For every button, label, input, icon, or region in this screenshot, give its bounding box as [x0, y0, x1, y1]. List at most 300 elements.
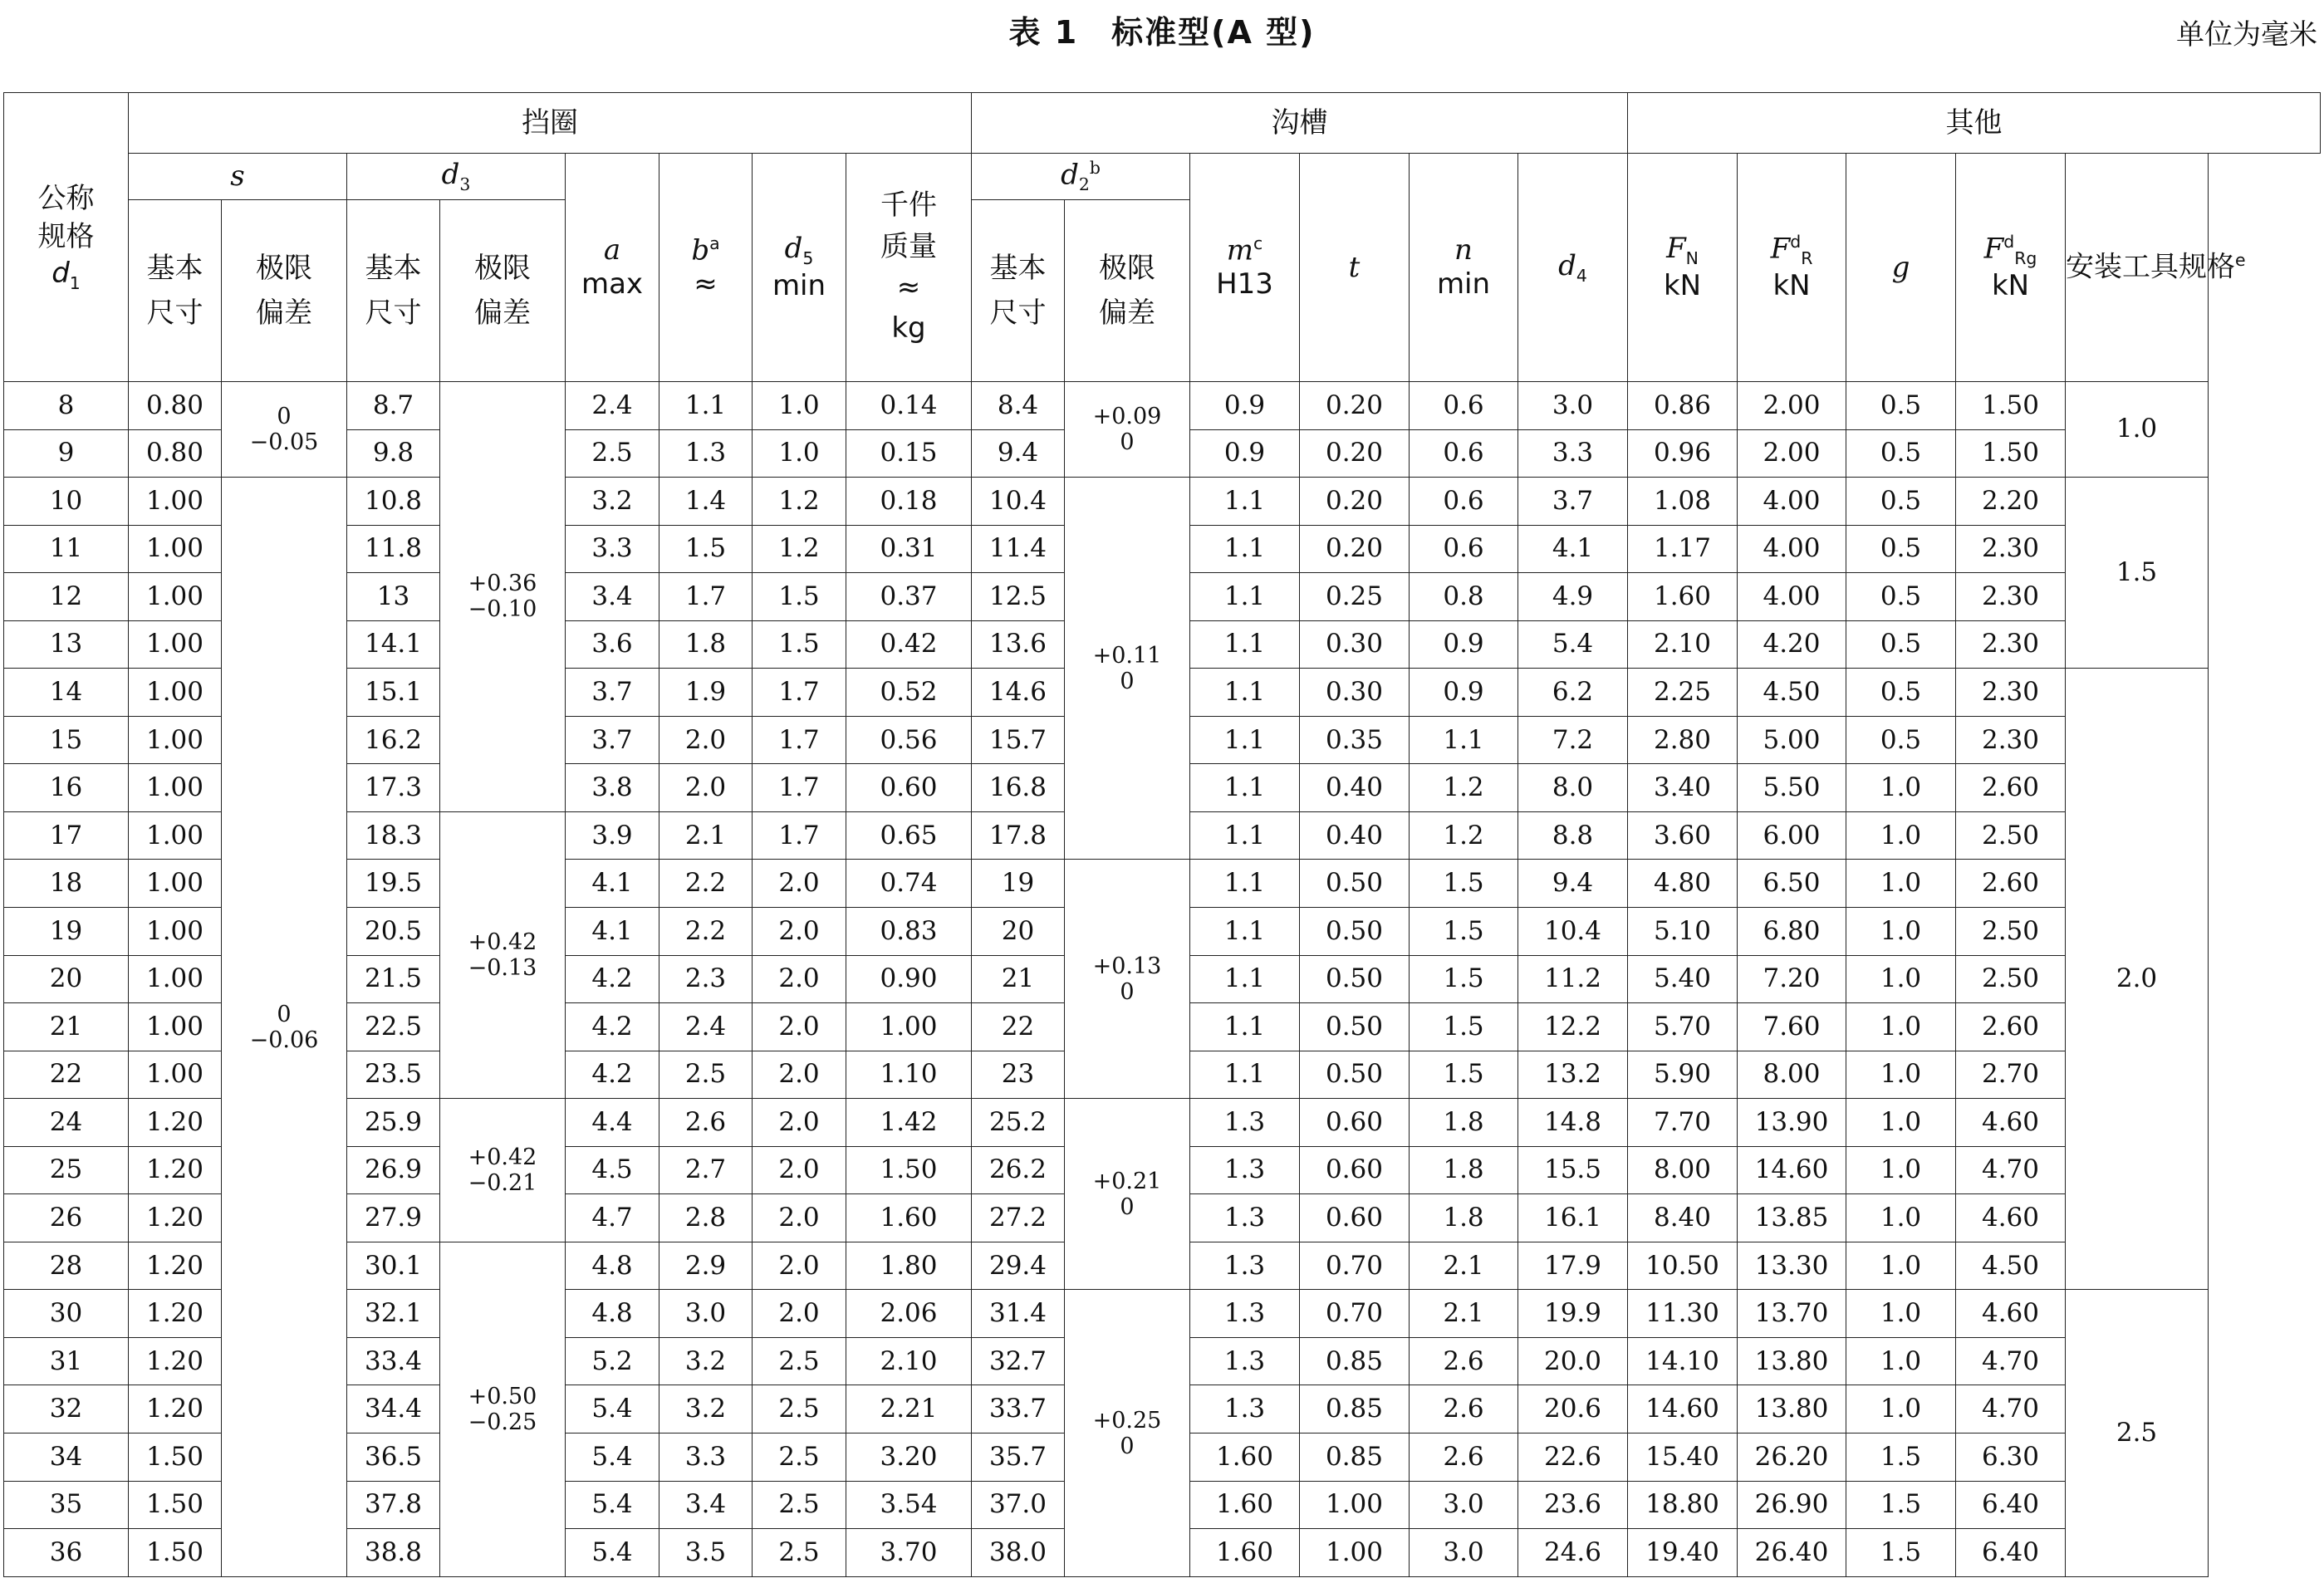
cell-fr: 5.50 [1738, 764, 1846, 812]
cell-d4: 12.2 [1518, 1003, 1628, 1051]
cell-mass: 0.15 [846, 429, 972, 478]
cell-a: 4.1 [566, 860, 659, 908]
cell-frg: 4.60 [1956, 1099, 2066, 1147]
cell-d5: 1.2 [753, 525, 846, 573]
cell-frg: 2.30 [1956, 525, 2066, 573]
cell-a: 4.5 [566, 1146, 659, 1194]
cell-g: 1.0 [1846, 1337, 1956, 1385]
cell-fr: 13.85 [1738, 1194, 1846, 1242]
cell-nominal: 32 [4, 1385, 129, 1434]
header-fn-sub: N [1685, 248, 1699, 269]
cell-b: 3.4 [659, 1481, 753, 1529]
cell-b: 2.4 [659, 1003, 753, 1051]
cell-frg: 6.40 [1956, 1481, 2066, 1529]
cell-a: 5.4 [566, 1434, 659, 1482]
cell-a: 4.2 [566, 1003, 659, 1051]
cell-fr: 26.20 [1738, 1434, 1846, 1482]
cell-s-basic: 1.00 [129, 478, 222, 526]
cell-d4: 5.4 [1518, 620, 1628, 669]
cell-nominal: 35 [4, 1481, 129, 1529]
cell-d5: 1.0 [753, 429, 846, 478]
header-d2 [972, 154, 1190, 200]
cell-mass: 0.14 [846, 382, 972, 430]
header-d2-basic-label: 基本尺寸 [989, 251, 1047, 330]
cell-s-basic: 1.00 [129, 1003, 222, 1051]
cell-s-basic: 0.80 [129, 429, 222, 478]
cell-g: 1.0 [1846, 860, 1956, 908]
cell-t: 0.85 [1300, 1434, 1410, 1482]
cell-t: 0.50 [1300, 1003, 1410, 1051]
cell-d4: 16.1 [1518, 1194, 1628, 1242]
cell-s-basic: 1.00 [129, 764, 222, 812]
cell-b: 1.3 [659, 429, 753, 478]
cell-mass: 0.56 [846, 716, 972, 764]
cell-m: 1.60 [1190, 1481, 1300, 1529]
cell-a: 5.4 [566, 1529, 659, 1577]
cell-b: 2.8 [659, 1194, 753, 1242]
cell-fr: 4.50 [1738, 669, 1846, 717]
cell-t: 0.60 [1300, 1194, 1410, 1242]
cell-s-basic: 1.00 [129, 955, 222, 1003]
cell-fn: 0.96 [1628, 429, 1738, 478]
header-m-note: c [1253, 233, 1263, 254]
header-fr-unit: kN [1772, 268, 1811, 302]
cell-fn: 19.40 [1628, 1529, 1738, 1577]
header-b-sym: b [691, 233, 710, 267]
cell-n: 0.6 [1410, 525, 1518, 573]
cell-d3-basic: 21.5 [347, 955, 440, 1003]
cell-nominal: 24 [4, 1099, 129, 1147]
header-mass [846, 154, 972, 382]
cell-d3-limit: +0.36 −0.10 [440, 382, 566, 812]
cell-d2-basic: 21 [972, 955, 1065, 1003]
cell-s-basic: 1.00 [129, 908, 222, 956]
header-frg-sym: F [1983, 232, 2004, 266]
cell-a: 4.2 [566, 1051, 659, 1099]
cell-frg: 2.60 [1956, 764, 2066, 812]
cell-nominal: 25 [4, 1146, 129, 1194]
cell-t: 0.50 [1300, 1051, 1410, 1099]
cell-fr: 14.60 [1738, 1146, 1846, 1194]
cell-d3-basic: 34.4 [347, 1385, 440, 1434]
cell-n: 1.2 [1410, 764, 1518, 812]
cell-t: 0.70 [1300, 1290, 1410, 1338]
cell-t: 0.25 [1300, 573, 1410, 621]
cell-fn: 5.70 [1628, 1003, 1738, 1051]
table-row [4, 1290, 2321, 1338]
cell-g: 1.0 [1846, 1385, 1956, 1434]
cell-fr: 6.00 [1738, 811, 1846, 860]
cell-a: 3.3 [566, 525, 659, 573]
cell-d2-basic: 27.2 [972, 1194, 1065, 1242]
cell-n: 1.2 [1410, 811, 1518, 860]
cell-mass: 0.42 [846, 620, 972, 669]
cell-d5: 2.0 [753, 1146, 846, 1194]
cell-b: 1.1 [659, 382, 753, 430]
cell-g: 0.5 [1846, 573, 1956, 621]
cell-b: 2.2 [659, 860, 753, 908]
cell-tool-spec: 2.5 [2066, 1290, 2209, 1577]
cell-mass: 0.65 [846, 811, 972, 860]
header-d2-sub: 2 [1078, 174, 1090, 195]
cell-d2-basic: 10.4 [972, 478, 1065, 526]
cell-n: 0.6 [1410, 478, 1518, 526]
cell-nominal: 11 [4, 525, 129, 573]
cell-d4: 15.5 [1518, 1146, 1628, 1194]
cell-tool-spec: 2.0 [2066, 669, 2209, 1290]
cell-mass: 1.60 [846, 1194, 972, 1242]
header-n-unit: min [1436, 267, 1491, 301]
cell-d5: 1.7 [753, 811, 846, 860]
cell-fn: 1.60 [1628, 573, 1738, 621]
cell-t: 0.30 [1300, 669, 1410, 717]
cell-n: 1.5 [1410, 1003, 1518, 1051]
cell-d4: 22.6 [1518, 1434, 1628, 1482]
cell-fr: 5.00 [1738, 716, 1846, 764]
cell-nominal: 9 [4, 429, 129, 478]
cell-t: 0.40 [1300, 764, 1410, 812]
header-fr-sym: F [1770, 232, 1791, 266]
cell-g: 1.0 [1846, 811, 1956, 860]
cell-d5: 2.0 [753, 1242, 846, 1290]
header-nominal-sub: 1 [69, 273, 81, 294]
cell-nominal: 18 [4, 860, 129, 908]
cell-m: 1.1 [1190, 811, 1300, 860]
cell-g: 0.5 [1846, 429, 1956, 478]
cell-m: 1.3 [1190, 1290, 1300, 1338]
cell-mass: 2.21 [846, 1385, 972, 1434]
cell-fr: 6.80 [1738, 908, 1846, 956]
header-d3-sym: d [441, 158, 460, 192]
cell-a: 4.1 [566, 908, 659, 956]
cell-frg: 2.60 [1956, 1003, 2066, 1051]
header-d5-sub: 5 [802, 248, 814, 269]
cell-frg: 4.70 [1956, 1385, 2066, 1434]
cell-s-limit: 0 −0.05 [222, 382, 347, 478]
cell-t: 0.60 [1300, 1146, 1410, 1194]
cell-b: 1.8 [659, 620, 753, 669]
cell-fr: 7.60 [1738, 1003, 1846, 1051]
cell-d2-limit: +0.25 0 [1065, 1290, 1190, 1577]
unit-note: 单位为毫米 [2176, 18, 2317, 51]
cell-d3-basic: 26.9 [347, 1146, 440, 1194]
cell-s-basic: 1.20 [129, 1337, 222, 1385]
cell-fn: 1.08 [1628, 478, 1738, 526]
table-row [4, 860, 2321, 908]
header-frg-sub: Rg [2014, 248, 2037, 269]
cell-d5: 2.0 [753, 1051, 846, 1099]
cell-s-basic: 1.50 [129, 1529, 222, 1577]
cell-s-limit: 0 −0.06 [222, 478, 347, 1577]
cell-d4: 3.0 [1518, 382, 1628, 430]
cell-fn: 11.30 [1628, 1290, 1738, 1338]
cell-m: 0.9 [1190, 429, 1300, 478]
cell-d4: 11.2 [1518, 955, 1628, 1003]
cell-d4: 8.0 [1518, 764, 1628, 812]
cell-frg: 2.50 [1956, 908, 2066, 956]
cell-d5: 1.2 [753, 478, 846, 526]
cell-d4: 8.8 [1518, 811, 1628, 860]
cell-d5: 2.5 [753, 1529, 846, 1577]
cell-frg: 2.70 [1956, 1051, 2066, 1099]
cell-d4: 14.8 [1518, 1099, 1628, 1147]
cell-fr: 26.40 [1738, 1529, 1846, 1577]
header-tool-label: 安装工具规格 [2066, 250, 2235, 284]
cell-nominal: 28 [4, 1242, 129, 1290]
cell-fn: 3.60 [1628, 811, 1738, 860]
cell-t: 1.00 [1300, 1481, 1410, 1529]
table-body [4, 382, 2321, 1577]
cell-fn: 15.40 [1628, 1434, 1738, 1482]
header-d5-unit: min [772, 268, 826, 302]
cell-m: 1.1 [1190, 764, 1300, 812]
cell-fr: 7.20 [1738, 955, 1846, 1003]
header-d3-limit [440, 200, 566, 382]
cell-d2-basic: 25.2 [972, 1099, 1065, 1147]
header-d5 [753, 154, 846, 382]
cell-t: 0.20 [1300, 525, 1410, 573]
cell-g: 1.0 [1846, 908, 1956, 956]
cell-d3-basic: 14.1 [347, 620, 440, 669]
cell-s-basic: 1.00 [129, 811, 222, 860]
header-m [1190, 154, 1300, 382]
cell-mass: 3.70 [846, 1529, 972, 1577]
cell-frg: 2.30 [1956, 669, 2066, 717]
cell-n: 0.9 [1410, 669, 1518, 717]
cell-d3-basic: 9.8 [347, 429, 440, 478]
cell-fr: 13.70 [1738, 1290, 1846, 1338]
cell-m: 1.60 [1190, 1434, 1300, 1482]
cell-s-basic: 1.20 [129, 1099, 222, 1147]
header-a-sym: a [603, 233, 621, 267]
header-fr-note: d [1790, 232, 1802, 252]
cell-d2-basic: 17.8 [972, 811, 1065, 860]
cell-b: 2.9 [659, 1242, 753, 1290]
header-d4-sub: 4 [1576, 265, 1587, 286]
table-row [4, 1099, 2321, 1147]
cell-d4: 23.6 [1518, 1481, 1628, 1529]
cell-nominal: 10 [4, 478, 129, 526]
cell-a: 3.8 [566, 764, 659, 812]
cell-n: 3.0 [1410, 1529, 1518, 1577]
cell-m: 1.3 [1190, 1099, 1300, 1147]
cell-d2-basic: 13.6 [972, 620, 1065, 669]
cell-s-basic: 1.00 [129, 860, 222, 908]
cell-d2-limit: +0.13 0 [1065, 860, 1190, 1099]
cell-b: 2.7 [659, 1146, 753, 1194]
cell-fn: 3.40 [1628, 764, 1738, 812]
header-fn-unit: kN [1663, 268, 1702, 302]
cell-nominal: 31 [4, 1337, 129, 1385]
cell-fn: 0.86 [1628, 382, 1738, 430]
cell-a: 3.6 [566, 620, 659, 669]
cell-d4: 4.9 [1518, 573, 1628, 621]
cell-d4: 13.2 [1518, 1051, 1628, 1099]
cell-b: 3.5 [659, 1529, 753, 1577]
cell-d5: 2.0 [753, 1099, 846, 1147]
cell-frg: 4.70 [1956, 1146, 2066, 1194]
cell-d2-basic: 19 [972, 860, 1065, 908]
cell-d5: 2.0 [753, 1290, 846, 1338]
header-d2-limit [1065, 200, 1190, 382]
cell-d5: 2.0 [753, 1194, 846, 1242]
cell-fn: 10.50 [1628, 1242, 1738, 1290]
cell-d4: 6.2 [1518, 669, 1628, 717]
cell-frg: 6.30 [1956, 1434, 2066, 1482]
header-a-unit: max [581, 267, 644, 301]
cell-nominal: 21 [4, 1003, 129, 1051]
cell-d3-basic: 20.5 [347, 908, 440, 956]
cell-s-basic: 1.00 [129, 573, 222, 621]
cell-a: 5.4 [566, 1481, 659, 1529]
cell-s-basic: 1.00 [129, 620, 222, 669]
cell-fn: 2.10 [1628, 620, 1738, 669]
cell-d3-basic: 38.8 [347, 1529, 440, 1577]
table-title: 表 1 标准型(A 型) [1008, 14, 1316, 51]
cell-d2-basic: 15.7 [972, 716, 1065, 764]
cell-a: 4.2 [566, 955, 659, 1003]
cell-n: 1.8 [1410, 1099, 1518, 1147]
cell-d4: 24.6 [1518, 1529, 1628, 1577]
cell-fn: 2.25 [1628, 669, 1738, 717]
cell-mass: 0.74 [846, 860, 972, 908]
cell-mass: 1.50 [846, 1146, 972, 1194]
cell-m: 1.3 [1190, 1146, 1300, 1194]
cell-frg: 4.60 [1956, 1194, 2066, 1242]
cell-mass: 1.00 [846, 1003, 972, 1051]
header-s-limit-label: 极限偏差 [256, 251, 312, 330]
cell-nominal: 30 [4, 1290, 129, 1338]
cell-d2-basic: 26.2 [972, 1146, 1065, 1194]
cell-mass: 1.80 [846, 1242, 972, 1290]
cell-d2-basic: 32.7 [972, 1337, 1065, 1385]
cell-frg: 1.50 [1956, 429, 2066, 478]
cell-b: 2.2 [659, 908, 753, 956]
cell-n: 2.1 [1410, 1242, 1518, 1290]
cell-frg: 1.50 [1956, 382, 2066, 430]
cell-b: 2.0 [659, 716, 753, 764]
cell-a: 4.7 [566, 1194, 659, 1242]
cell-mass: 1.42 [846, 1099, 972, 1147]
cell-n: 0.8 [1410, 573, 1518, 621]
header-m-unit: H13 [1216, 267, 1273, 301]
cell-b: 2.0 [659, 764, 753, 812]
cell-d3-basic: 15.1 [347, 669, 440, 717]
cell-n: 1.5 [1410, 908, 1518, 956]
cell-g: 0.5 [1846, 478, 1956, 526]
cell-b: 3.2 [659, 1385, 753, 1434]
cell-d2-basic: 8.4 [972, 382, 1065, 430]
header-m-sym: m [1226, 233, 1254, 267]
cell-d2-basic: 16.8 [972, 764, 1065, 812]
cell-mass: 0.37 [846, 573, 972, 621]
cell-s-basic: 1.00 [129, 716, 222, 764]
table-row [4, 382, 2321, 430]
cell-d2-basic: 9.4 [972, 429, 1065, 478]
header-frg-unit: kN [1991, 268, 2030, 302]
cell-d4: 4.1 [1518, 525, 1628, 573]
cell-b: 1.7 [659, 573, 753, 621]
cell-b: 2.1 [659, 811, 753, 860]
cell-mass: 0.90 [846, 955, 972, 1003]
cell-d4: 3.7 [1518, 478, 1628, 526]
cell-g: 1.0 [1846, 1242, 1956, 1290]
cell-nominal: 20 [4, 955, 129, 1003]
cell-m: 1.3 [1190, 1242, 1300, 1290]
header-group-other: 其他 [1628, 93, 2321, 154]
cell-d2-basic: 23 [972, 1051, 1065, 1099]
cell-tool-spec: 1.5 [2066, 478, 2209, 669]
cell-t: 0.20 [1300, 478, 1410, 526]
cell-d5: 1.5 [753, 620, 846, 669]
cell-d4: 3.3 [1518, 429, 1628, 478]
cell-t: 0.70 [1300, 1242, 1410, 1290]
spec-table [3, 92, 2321, 1577]
cell-d5: 2.0 [753, 1003, 846, 1051]
cell-g: 0.5 [1846, 620, 1956, 669]
cell-a: 4.8 [566, 1290, 659, 1338]
cell-fr: 4.00 [1738, 573, 1846, 621]
cell-d5: 2.5 [753, 1385, 846, 1434]
cell-d3-basic: 19.5 [347, 860, 440, 908]
cell-fr: 13.80 [1738, 1385, 1846, 1434]
cell-fn: 1.17 [1628, 525, 1738, 573]
cell-fn: 5.10 [1628, 908, 1738, 956]
cell-t: 0.30 [1300, 620, 1410, 669]
cell-t: 0.20 [1300, 429, 1410, 478]
cell-n: 2.1 [1410, 1290, 1518, 1338]
cell-t: 0.85 [1300, 1385, 1410, 1434]
cell-d3-basic: 17.3 [347, 764, 440, 812]
cell-d5: 2.0 [753, 908, 846, 956]
header-s: s [129, 154, 347, 200]
cell-m: 0.9 [1190, 382, 1300, 430]
cell-g: 1.0 [1846, 1051, 1956, 1099]
cell-g: 1.5 [1846, 1529, 1956, 1577]
cell-fn: 5.90 [1628, 1051, 1738, 1099]
cell-d3-basic: 18.3 [347, 811, 440, 860]
cell-b: 1.4 [659, 478, 753, 526]
cell-d4: 9.4 [1518, 860, 1628, 908]
cell-g: 0.5 [1846, 669, 1956, 717]
cell-a: 5.4 [566, 1385, 659, 1434]
cell-fr: 26.90 [1738, 1481, 1846, 1529]
cell-s-basic: 1.20 [129, 1242, 222, 1290]
cell-d2-basic: 11.4 [972, 525, 1065, 573]
cell-mass: 3.20 [846, 1434, 972, 1482]
cell-a: 3.7 [566, 669, 659, 717]
cell-d2-basic: 38.0 [972, 1529, 1065, 1577]
header-d4-sym: d [1558, 248, 1576, 282]
cell-s-basic: 1.20 [129, 1146, 222, 1194]
cell-frg: 2.20 [1956, 478, 2066, 526]
cell-a: 2.4 [566, 382, 659, 430]
cell-a: 3.4 [566, 573, 659, 621]
cell-b: 2.5 [659, 1051, 753, 1099]
header-d2-sym: d [1061, 158, 1079, 192]
cell-d3-basic: 11.8 [347, 525, 440, 573]
cell-d4: 20.6 [1518, 1385, 1628, 1434]
cell-a: 3.7 [566, 716, 659, 764]
cell-g: 0.5 [1846, 716, 1956, 764]
cell-d4: 20.0 [1518, 1337, 1628, 1385]
cell-frg: 2.30 [1956, 573, 2066, 621]
cell-nominal: 36 [4, 1529, 129, 1577]
header-d2-note: b [1089, 158, 1101, 179]
cell-m: 1.3 [1190, 1385, 1300, 1434]
cell-d2-basic: 12.5 [972, 573, 1065, 621]
cell-n: 0.9 [1410, 620, 1518, 669]
